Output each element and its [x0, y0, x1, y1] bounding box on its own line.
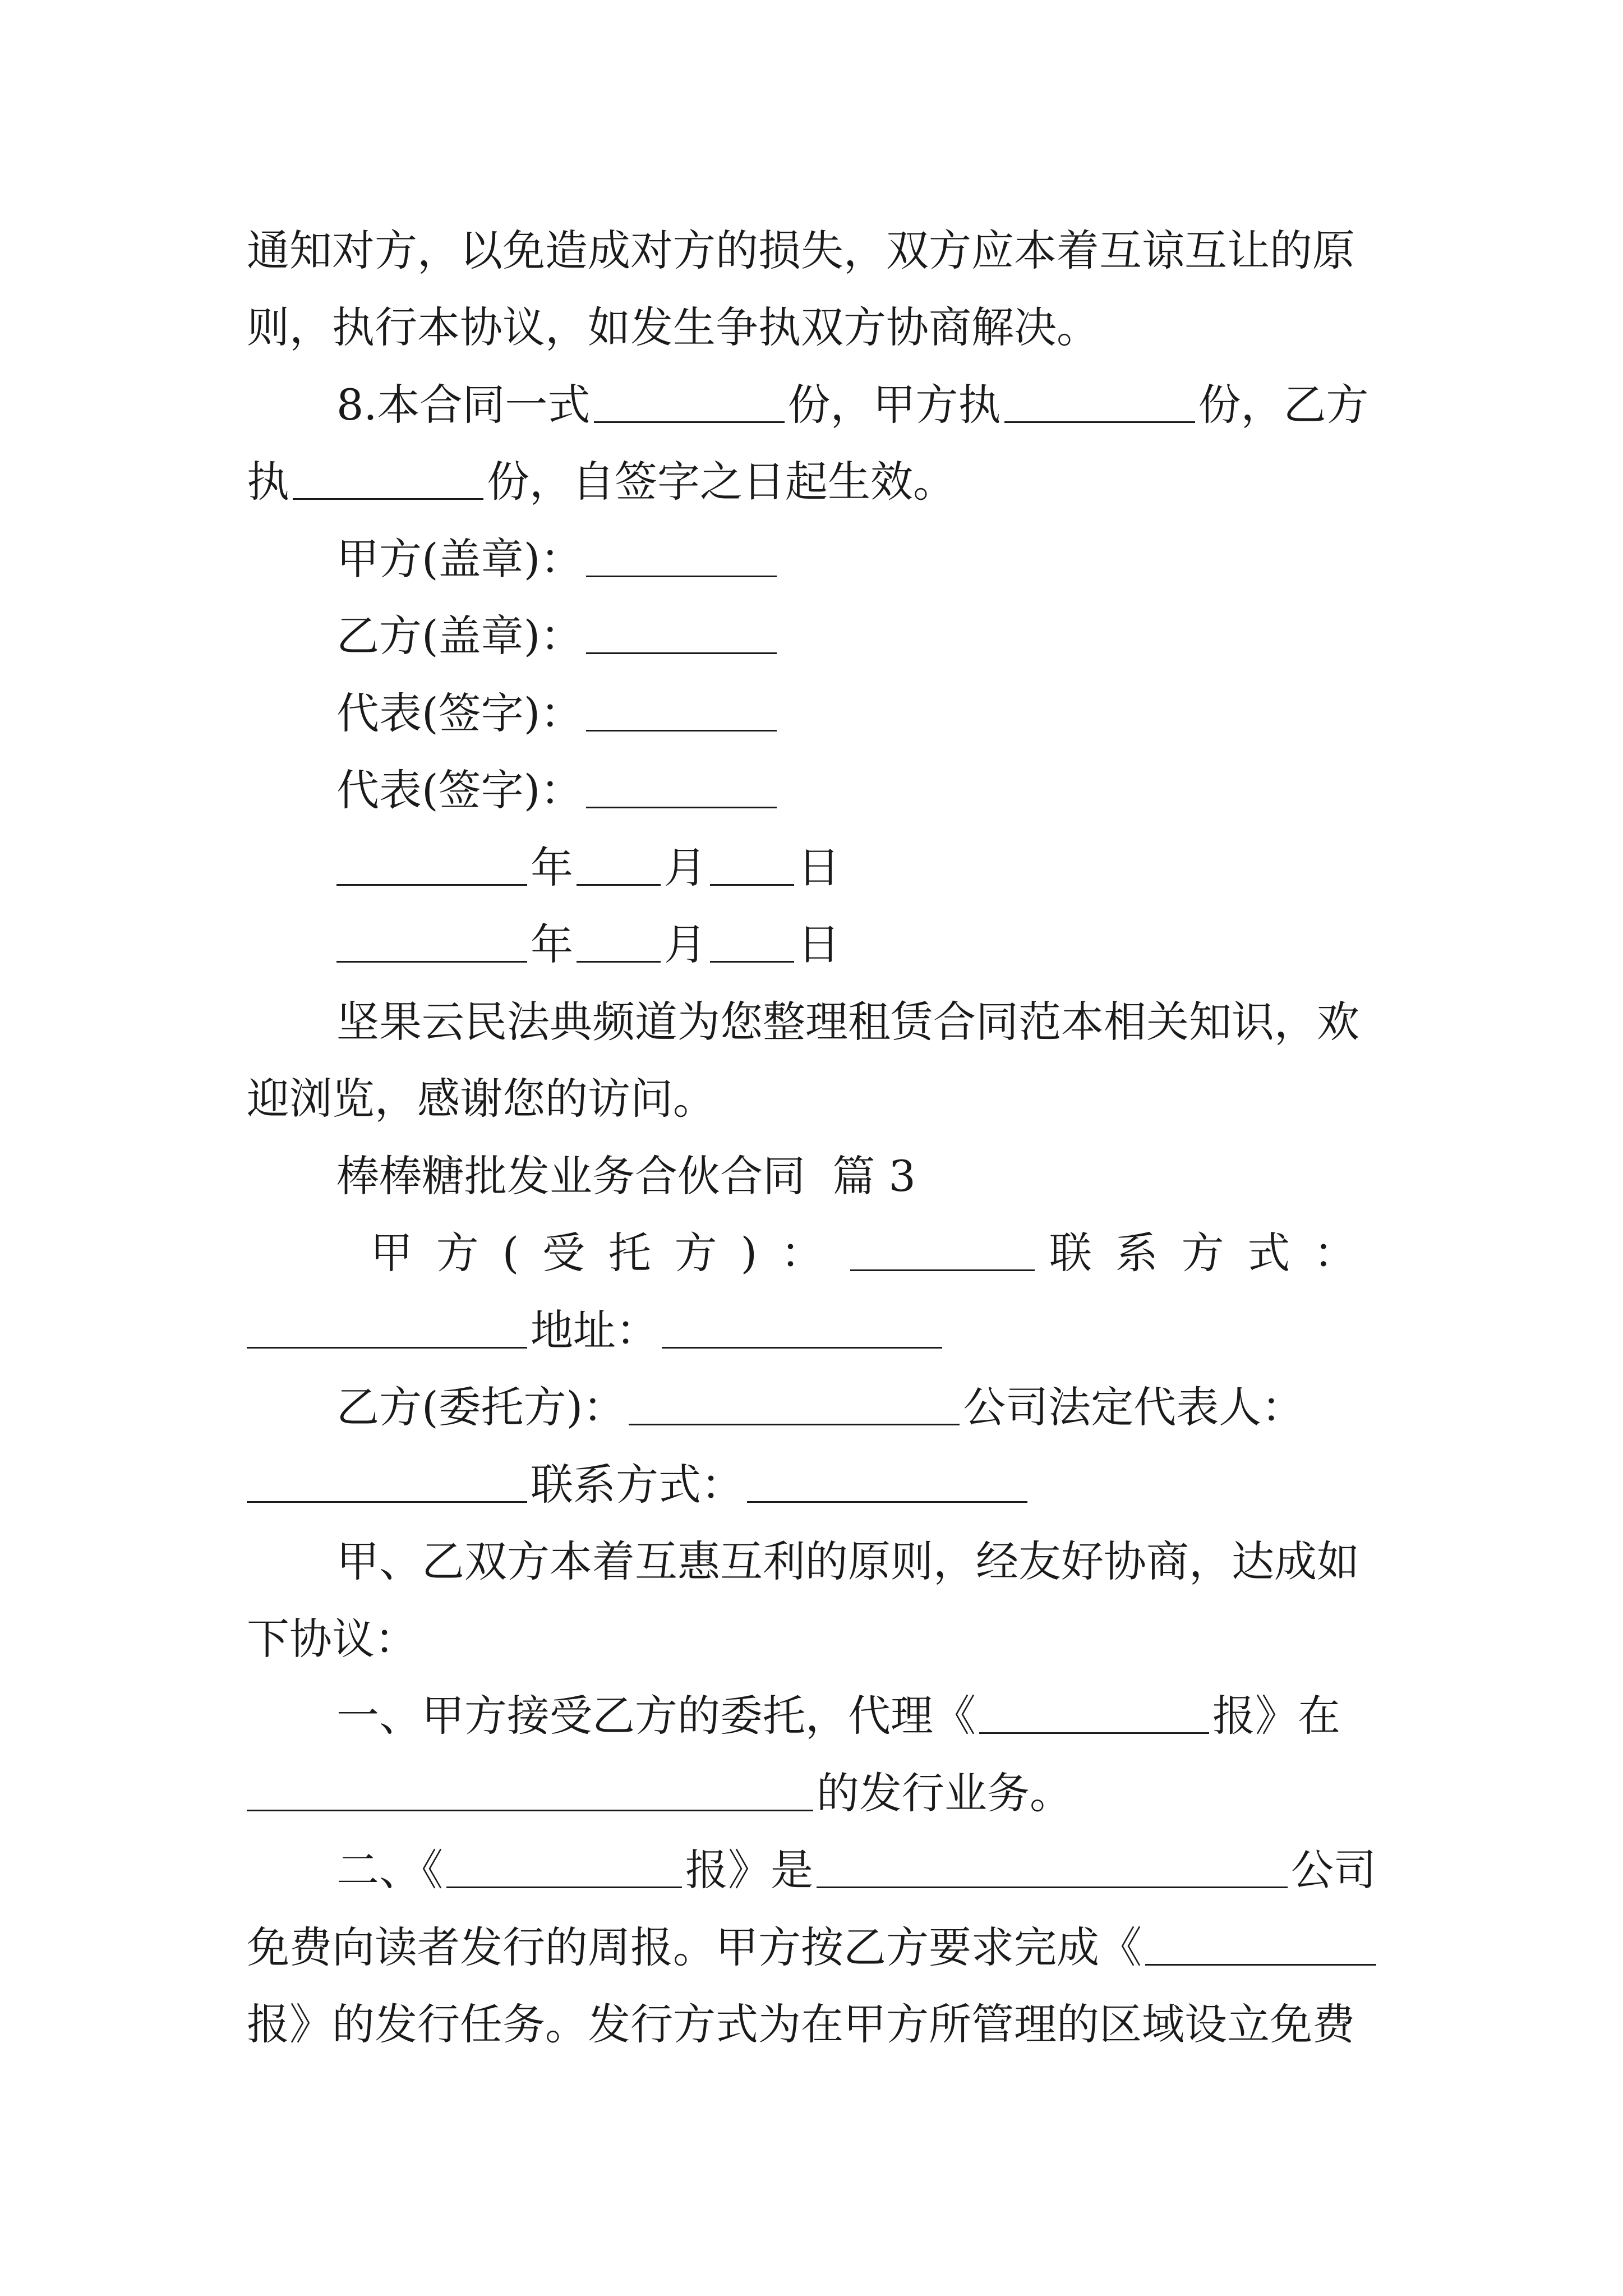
blank-field[interactable]: [336, 882, 527, 886]
blank-field[interactable]: [747, 1499, 1027, 1503]
blank-field[interactable]: [247, 1345, 527, 1349]
text: 甲、乙双方本着互惠互利的原则，经友好协商，达成如: [336, 1536, 1359, 1586]
blank-field[interactable]: [629, 1421, 960, 1425]
blank-field[interactable]: [586, 728, 777, 731]
text: 报》的发行任务。发行方式为在甲方所管理的区域设立免费: [247, 1999, 1355, 2049]
section-title: [336, 1142, 1380, 1201]
blank-field[interactable]: [594, 419, 785, 423]
label: 乙方(委托方)：: [336, 1382, 626, 1432]
blank-field[interactable]: [817, 1884, 1288, 1888]
party-line: [336, 1373, 1380, 1432]
signature-line: [336, 601, 1380, 661]
text: 免费向读者发行的周报。甲方按乙方要求完成《: [247, 1922, 1142, 1972]
text: 份，乙方: [1198, 380, 1369, 430]
text: 下协议：: [247, 1614, 417, 1664]
label: 代表(签字)：: [336, 765, 583, 815]
date-line: [336, 910, 1380, 969]
text: 棒棒糖批发业务合伙合同 篇 3: [336, 1151, 916, 1201]
paragraph-line: [247, 1990, 1380, 2049]
label: 日: [797, 843, 840, 892]
blank-field[interactable]: [336, 959, 527, 963]
label: 月: [664, 919, 707, 969]
text: 的发行业务。: [817, 1768, 1072, 1818]
text: 公司: [1291, 1845, 1376, 1895]
label: 联系方式：: [1049, 1228, 1380, 1278]
text: 执: [247, 457, 289, 507]
paragraph-line: [247, 293, 1380, 352]
party-line: [247, 1296, 1380, 1355]
blank-field[interactable]: [710, 959, 794, 963]
blank-field[interactable]: [446, 1884, 682, 1888]
blank-field[interactable]: [710, 882, 794, 886]
paragraph-line: [336, 987, 1380, 1047]
label: 代表(签字)：: [336, 688, 583, 738]
text: 二、《: [336, 1845, 443, 1895]
label: 地址：: [531, 1305, 658, 1355]
text: 通知对方，以免造成对方的损失，双方应本着互谅互让的原: [247, 226, 1355, 275]
label: 年: [531, 919, 573, 969]
signature-line: [336, 756, 1380, 815]
paragraph-line: [336, 1527, 1380, 1586]
paragraph-line: [247, 1604, 1380, 1664]
label: 甲方(盖章)：: [336, 534, 583, 584]
blank-field[interactable]: [247, 1499, 527, 1503]
text: 份，自签字之日起生效。: [487, 457, 956, 507]
text: 坚果云民法典频道为您整理租赁合同范本相关知识，欢: [336, 997, 1359, 1047]
text: 迎浏览，感谢您的访问。: [247, 1074, 716, 1124]
blank-field[interactable]: [850, 1267, 1035, 1271]
text: 则，执行本协议，如发生争执双方协商解决。: [247, 302, 1099, 352]
blank-field[interactable]: [577, 882, 661, 886]
label: 联系方式：: [531, 1460, 744, 1510]
paragraph-line: [247, 1913, 1380, 1972]
text: 报》在: [1212, 1691, 1340, 1741]
paragraph-line: [247, 216, 1380, 275]
blank-field[interactable]: [1145, 1962, 1376, 1966]
signature-line: [336, 679, 1380, 738]
blank-field[interactable]: [293, 496, 483, 500]
blank-field[interactable]: [577, 959, 661, 963]
party-line: [370, 1218, 1380, 1278]
blank-field[interactable]: [586, 804, 777, 808]
blank-field[interactable]: [662, 1345, 942, 1349]
label: 年: [531, 843, 573, 892]
label: 乙方(盖章)：: [336, 611, 583, 661]
blank-field[interactable]: [586, 650, 777, 654]
label: 甲方(受托方)：: [370, 1228, 847, 1278]
paragraph-line: [247, 1759, 1380, 1818]
paragraph-line: [336, 370, 1380, 430]
text: 一、甲方接受乙方的委托，代理《: [336, 1691, 976, 1741]
label: 公司法定代表人：: [963, 1382, 1304, 1432]
label: 日: [797, 919, 840, 969]
blank-field[interactable]: [1004, 419, 1195, 423]
paragraph-line: [336, 1835, 1380, 1895]
text: 份，甲方执: [787, 380, 1001, 430]
signature-line: [336, 524, 1380, 584]
paragraph-line: [247, 1064, 1380, 1124]
paragraph-line: [247, 447, 1380, 507]
paragraph-line: [336, 1681, 1380, 1741]
party-line: [247, 1450, 1380, 1510]
text: 8.本合同一式: [336, 380, 591, 430]
blank-field[interactable]: [247, 1807, 813, 1811]
text: 报》是: [685, 1845, 813, 1895]
blank-field[interactable]: [586, 573, 777, 577]
blank-field[interactable]: [979, 1730, 1209, 1734]
date-line: [336, 833, 1380, 892]
label: 月: [664, 843, 707, 892]
